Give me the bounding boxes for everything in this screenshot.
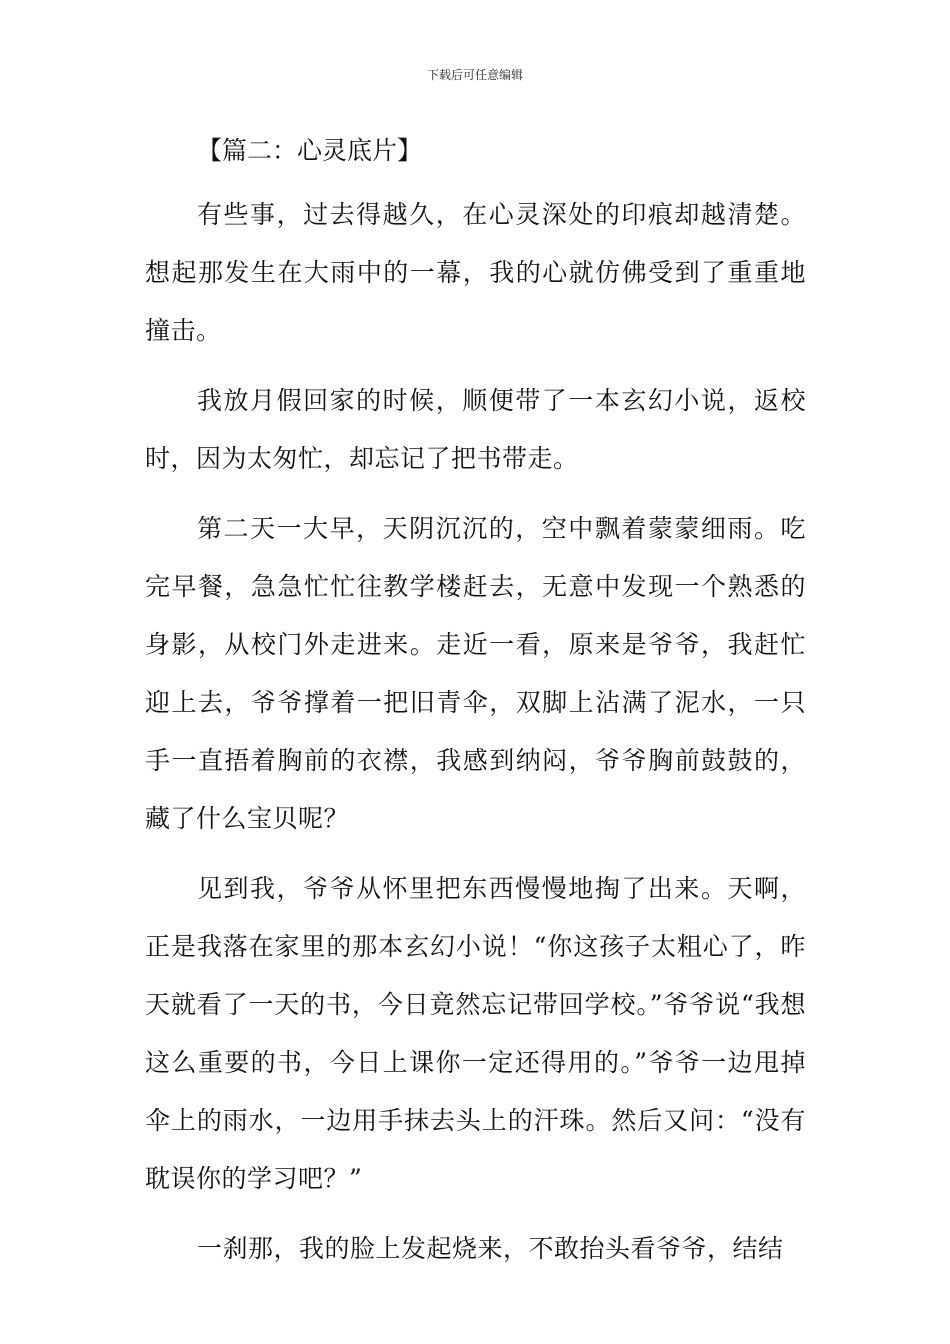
paragraph-3: 第二天一大早，天阴沉沉的，空中飘着蒙蒙细雨。吃完早餐，急急忙忙往教学楼赶去，无意中发现一个熟悉的身影，从校门外走进来。走近一看，原来是爷爷，我赶忙迎上去，爷爷撑着一把旧青伞，双脚上沾满了泥水，一只手一直捂着胸前的衣襟，我感到纳闷，爷爷胸前鼓鼓的，藏了什么宝贝呢？ — [145, 514, 806, 833]
paragraph-2: 我放月假回家的时候，顺便带了一本玄幻小说，返校时，因为太匆忙，却忘记了把书带走。 — [145, 386, 806, 473]
article-body — [145, 128, 806, 1278]
paragraph-4: 见到我，爷爷从怀里把东西慢慢地掏了出来。天啊，正是我落在家里的那本玄幻小说！“你这孩子太粗心了，昨天就看了一天的书，今日竟然忘记带回学校。”爷爷说“我想这么重要的书，今日上课你一定还得用的。”爷爷一边甩掉伞上的雨水，一边用手抹去头上的汗珠。然后又问：“没有耽误你的学习吧？” — [145, 874, 806, 1193]
section-title: 【篇二：心灵底片】 — [197, 136, 423, 165]
paragraph-5: 一刹那，我的脸上发起烧来，不敢抬头看爷爷，结结 — [197, 1234, 784, 1263]
paragraph-1: 有些事，过去得越久，在心灵深处的印痕却越清楚。想起那发生在大雨中的一幕，我的心就仿佛受到了重重地撞击。 — [145, 200, 806, 345]
page-header: 下载后可任意编辑 — [426, 68, 523, 82]
